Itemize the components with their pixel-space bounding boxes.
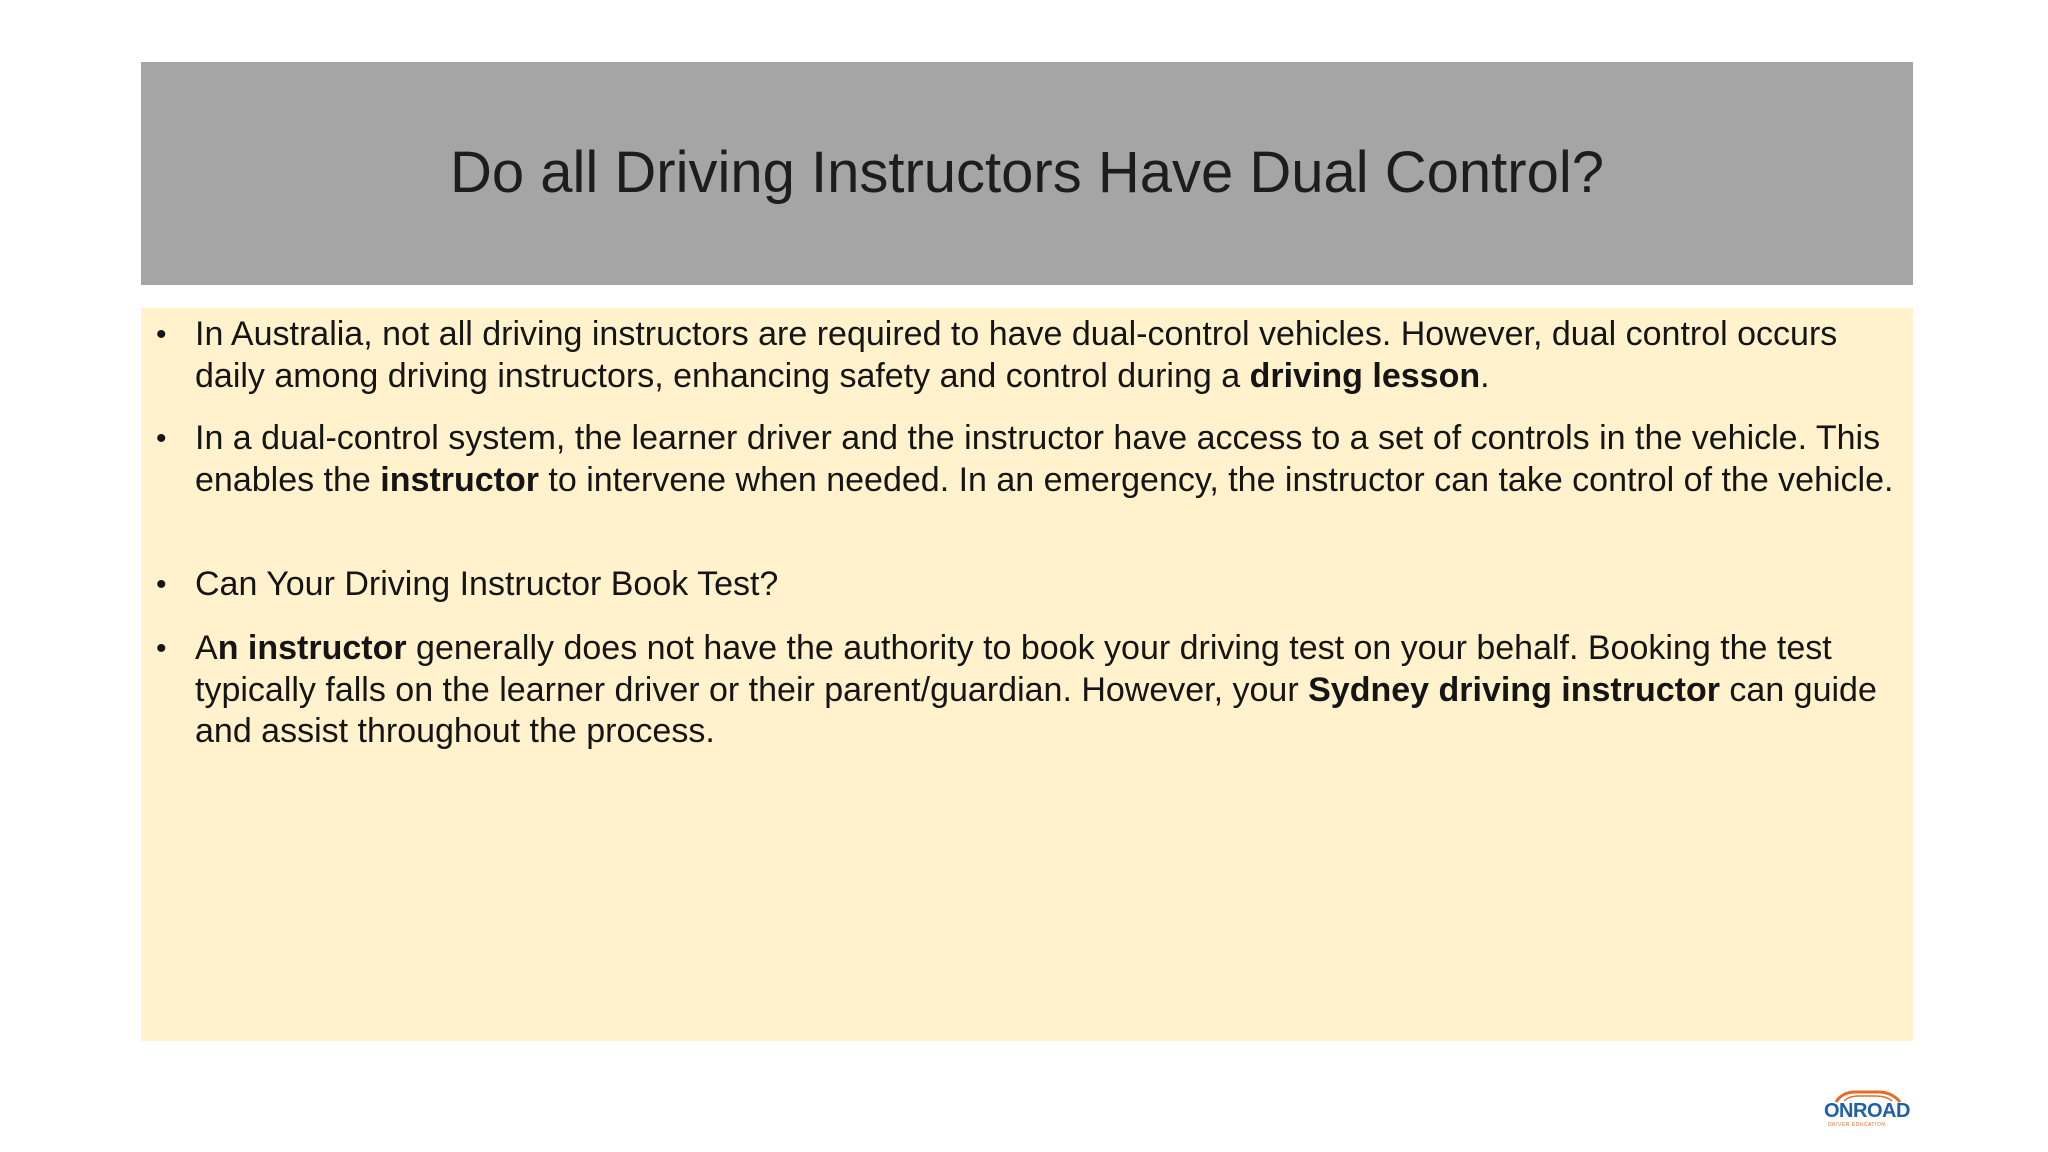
bullet-text-segment: generally does not have the authority to book your driving test on your behalf. Booking the test typically falls on the learner driver or their parent/guardian. However, your	[195, 629, 1832, 709]
bullet-dot-icon: •	[156, 632, 167, 665]
bullet-text-segment: In a dual-control system, the learner driver and the instructor have access to a set of controls in the vehicle. This enables the	[195, 419, 1881, 499]
bullet-text-segment: can guide and assist throughout the process.	[195, 670, 1877, 750]
bullet-text-segment: Can Your Driving Instructor Book Test?	[195, 565, 779, 603]
bullet-bold-segment: instructor	[380, 460, 539, 499]
bullet-bold-segment: driving lesson	[1249, 356, 1481, 395]
bullet-text-segment: .	[1480, 356, 1490, 395]
bullet-bold-segment: n instructor	[217, 629, 407, 667]
logo-tagline: DRIVER EDUCATION	[1828, 1122, 1886, 1128]
onroad-logo	[1822, 1090, 1916, 1130]
bullet-text	[195, 565, 778, 603]
bullet-item	[156, 314, 1895, 397]
bullet-text	[195, 629, 1877, 750]
bullet-item	[156, 628, 1895, 753]
content-box	[141, 308, 1913, 1041]
logo-wordmark: ONROAD	[1824, 1100, 1910, 1122]
bullet-dot-icon: •	[156, 422, 167, 455]
title-band	[141, 62, 1913, 285]
bullet-item	[156, 418, 1895, 501]
bullet-item	[156, 564, 1895, 606]
bullet-text	[195, 419, 1893, 499]
slide-title: Do all Driving Instructors Have Dual Control?	[450, 140, 1604, 205]
bullet-text	[195, 315, 1837, 395]
bullet-text-segment: A	[195, 629, 218, 667]
bullet-dot-icon: •	[156, 318, 167, 351]
bullet-bold-segment: Sydney driving instructor	[1308, 670, 1720, 709]
bullet-text-segment: In Australia, not all driving instructors are required to have dual-control vehicles. However, dual control occurs daily among driving instructors, enhancing safety and control during a	[195, 315, 1838, 395]
bullet-dot-icon: •	[156, 568, 167, 601]
bullet-text-segment: to intervene when needed. In an emergency, the instructor can take control of the vehicle.	[538, 460, 1894, 499]
